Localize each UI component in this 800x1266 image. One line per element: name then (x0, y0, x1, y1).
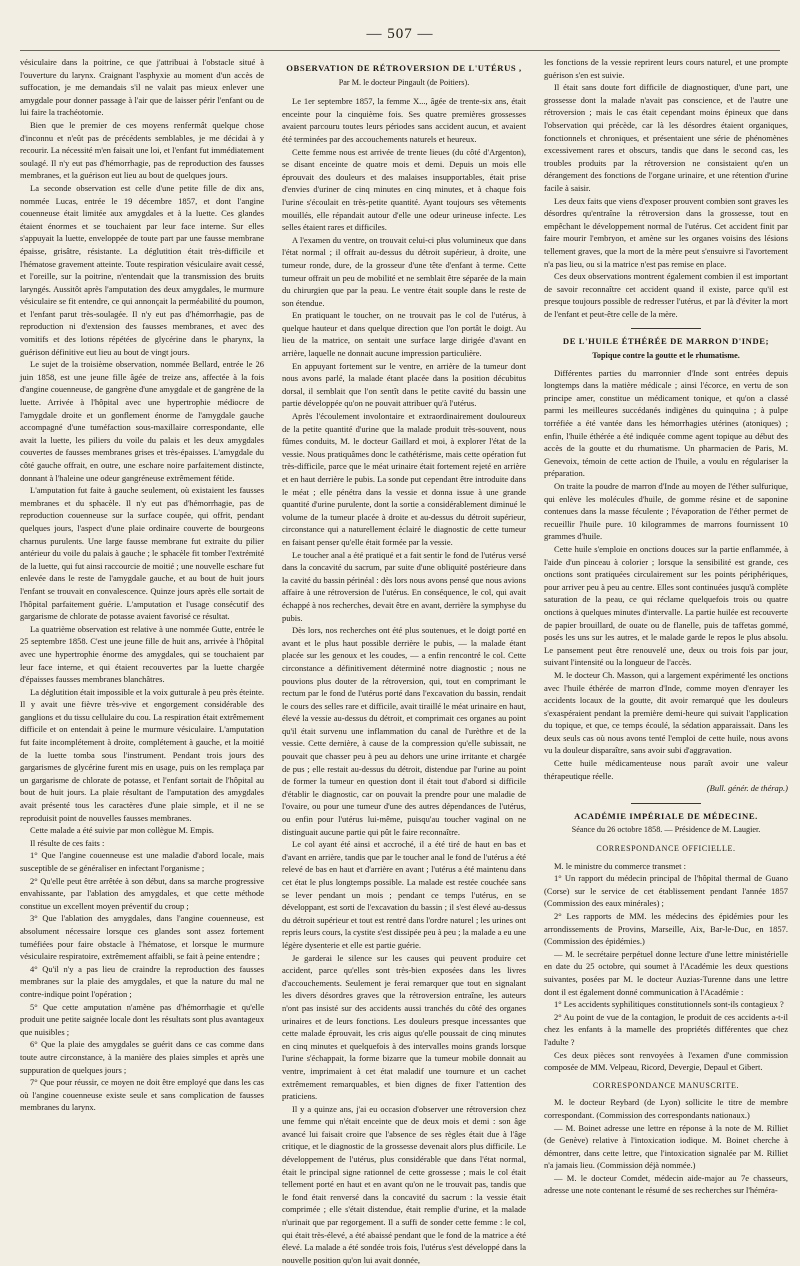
paragraph: La seconde observation est celle d'une petite fille de dix ans, nommée Lucas, entrée le 19 décembre 1857, et dont l'angine couenneuse était limitée aux amygdales et à la luette. Ces glandes étaient énormes et se touchaient par leur face interne. Sur elles s'appuyait la luette, enveloppée de toute part par une fausse membrane épaisse, grisâtre, résistante. La déglutition était très-difficile et l'hématose gravement atteinte. Toute respiration vésiculaire avait cessé, et l'oreille, sur la poitrine, n'entendait que la transmission des bruits laryngés. Aussitôt après l'amputation des deux amygdales, le murmure vésiculaire se fit entendre, ce qui annonçait la perméabilité du poumon, et l'enfant parut très-soulagée. Il n'y eut pas d'hémorrhagie, pas de reproduction ni d'extension des fausses membranes, et avec des vomitifs et des lotions répétées de glycérine dans le pharynx, la guérison définitive eut lieu au bout de vingt jours. (20, 182, 264, 357)
paragraph: Cette huile médicamenteuse nous paraît avoir une valeur thérapeutique réelle. (544, 758, 788, 781)
paragraph: La déglutition était impossible et la voix gutturale à peu près éteinte. Il y avait une fièvre très-vive et engorgement considérable des ganglions et du tissu cellulaire du cou. La respiration était extrêmement difficile et on entendait à peine le murmure vésiculaire. L'amputation fut faite incomplétement à droite, complétement à gauche, et la moitié de la luette tomba sous l'instrument. Pendant trois jours des gargarismes de glycérine furent mis en usage, puis on les remplaça par un gargarisme de chlorate de potasse, et l'enfant sortait de l'hôpital au bout de huit jours. La plaie résultant de l'amputation des amygdales avait présenté tous les caractères d'une plaie simple, et il ne se reproduisit point de nouvelles fausses membranes. (20, 686, 264, 823)
paragraph: Les deux faits que viens d'exposer prouvent combien sont graves les désordres qu'entraîne la rétroversion dans la grossesse, tout en empêchant le développement normal de l'utérus. Cet accident finit par faire mourir l'embryon, et amène sur les organes voisins des lésions tellement graves, que la mort de la mère peut s'ensuivre si l'avortement n'a pas lieu, ou si la matrice n'est pas remise en place. (544, 195, 788, 269)
paragraph: vésiculaire dans la poitrine, ce que j'attribuai à l'obstacle situé à l'ouverture du larynx. Craignant l'asphyxie au moment d'un accès de suffocation, je me demandais s'il ne valait pas mieux enlever une amygdale pour donner passage à l'air que de laisser périr l'enfant ou de lui faire la trachéotomie. (20, 57, 264, 118)
paragraph: Le col ayant été ainsi et accroché, il a été tiré de haut en bas et d'avant en arrière, tandis que par le toucher anal le fond de l'utérus a été relevé de bas en haut et d'arrière en avant ; l'utérus a été maintenu dans cet état le plus longtemps possible. La malade est restée couchée sans se lever pendant un mois ; pendant ce temps l'utérus, en se développant, est sorti de l'excavation du bassin ; il s'est élevé au-dessus du détroit supérieur et tout est rentré dans l'ordre naturel ; les urines ont repris leurs cours, la cystite s'est dissipée peu à peu ; la malade a eu une légère dysenterie et elle est partie guérie. (282, 839, 526, 950)
list-item: 1° Les accidents syphilitiques constitutionnels sont-ils contagieux ? (554, 999, 784, 1010)
article-title: DE L'HUILE ÉTHÉRÉE DE MARRON D'INDE; (562, 336, 770, 347)
article-title: OBSERVATION DE RÉTROVERSION DE L'UTÉRUS , (286, 63, 522, 73)
source-reference: (Bull. génér. de thérap.) (706, 783, 788, 794)
paragraph: — M. le docteur Comdet, médecin aide-major au 7e chasseurs, adresse une note contenant le résumé de ses recherches sur l'héméra- (544, 1172, 788, 1196)
session-line: Séance du 26 octobre 1858. — Présidence de M. Laugier. (571, 825, 761, 835)
paragraph: En appuyant fortement sur le ventre, en arrière de la tumeur dont nous avons parlé, la malade étant placée dans la position décubitus dorsal, il semblait que l'on sentît dans le petite cavité du bassin une partie développée qu'on ne pouvait attribuer qu'à l'utérus. (282, 360, 526, 409)
paragraph: M. le docteur Ch. Masson, qui a largement expérimenté les onctions avec l'huile éthérée de marron d'Inde, comme moyen d'enrayer les accidents locaux de la goutte, dit avoir remarqué que les douleurs s'exaspéraient pendant la première demi-heure qui suivait l'application du topique, et que, ce temps écoulé, la sédation apparaissait. Dans les deux seuls cas où nous avons tenté l'emploi de cette huile, nous avons vu la douleur disparaître, sans avoir subi d'aggravation. (544, 669, 788, 756)
paragraph: Le 1er septembre 1857, la femme X..., âgée de trente-six ans, était enceinte pour la cinquième fois. Ses quatre premières grossesses avaient parcouru toutes leurs périodes sans accident aucun, et avaient été terminées par des accouchements naturels et heureux. (282, 96, 526, 144)
list-item: 5° Que cette amputation n'amène pas d'hémorrhagie et qu'elle produit une petite saignée locale dont les résultats sont plus avantageux que nuisibles ; (20, 1001, 264, 1037)
paragraph: En pratiquant le toucher, on ne trouvait pas le col de l'utérus, à quelque hauteur et dans quelque direction que l'on portât le doigt. Au lieu de la matrice, on sentait une surface large dirigée d'avant en arrière, laquelle ne donnait aucune impression particulière. (282, 310, 526, 359)
list-item: 2° Au point de vue de la contagion, le produit de ces accidents a-t-il chez les enfants à la mamelle des propriétés différentes que chez l'adulte ? (544, 1011, 788, 1047)
paragraph: Ces deux observations montrent également combien il est important de savoir reconnaître cet accident quand il existe, parce qu'il est presque toujours possible de redresser l'utérus, et par là d'éviter la mort de l'enfant et peut-être celle de la mère. (544, 271, 788, 319)
paragraph: Cette huile s'emploie en onctions douces sur la partie enflammée, à l'aide d'un pinceau à colorier ; lorsque la sensibilité est grande, ces onctions sont pratiquées circulairement sur les points périphériques, pour arriver peu à peu au centre. Elles sont continuées jusqu'à complète saturation de la peau, ce qui réclame quelquefois trois ou quatre onctions à quelques minutes d'intervalle. La partie huilée est recouverte de papier brouillard, de ouate ou de flanelle, puis de taffetas gommé, posés les uns sur les autres, et le malade garde le repos le plus absolu. Le pansement peut être renouvelé une, deux ou trois fois par jour, suivant l'intensité ou la longueur de l'accès. (544, 543, 788, 668)
page-number: — 507 — (366, 26, 434, 42)
paragraph: Après l'écoulement involontaire et extraordinairement douloureux de la petite quantité d'urine que la malade produit très-souvent, nous fûmes conduits, M. le docteur Gaillard et moi, à explorer l'état de la vessie. Nous pratiquâmes donc le cathétérisme, mais cette opération fut très-difficile, parce que le méat urinaire était fortement rejeté en arrière et en haut derrière le pubis. La sonde put cependant être introduite dans le méat ; elle pénétra dans la vessie et donna issue à une grande quantité d'urine purulente, dont la sortie a considérablement diminué le volume de la tumeur placée à droite et au-dessus du détroit supérieur, circonstance qui a naturellement éclairé le diagnostic de cette tumeur en faisant penser qu'elle était formée par la vessie. (282, 411, 526, 547)
paragraph: Le sujet de la troisième observation, nommée Bellard, entrée le 26 juin 1858, est une jeune fille âgée de treize ans, affectée à la fois d'angine couenneuse, de gangrène d'une amygdale et de gangrène de la luette. Arrivée à l'hôpital avec une hypertrophie médiocre de l'amygdale droite et un gonflement énorme de l'amygdale gauche accompagné d'une tuméfaction sous-maxillaire correspondante, elle avait la luette, les piliers du voile du palais et les deux amygdales couvertes de fausses membranes grises et très-épaisses. L'amygdale du côté gauche offrait, en outre, une eschare noire parfaitement distincte, donnant à l'haleine une odeur gangréneuse extrêmement fétide. (20, 359, 264, 483)
column-2 (282, 56, 526, 1265)
paragraph: Cette femme nous est arrivée de trente lieues (du côté d'Argenton), se disant enceinte de quatre mois et demi. Depuis un mois elle éprouvait des douleurs et des malaises insupportables, était prise d'envies d'uriner de cinq minutes en cinq minutes, et à chaque fois l'urine s'écoulait en très-petite quantité. Ayant toujours ses vêtements mouillés, elle répandait autour d'elle une odeur urineuse infecte. Les selles étaient rares et difficiles. (282, 146, 526, 233)
list-item: 7° Que pour réussir, ce moyen ne doit être employé que dans les cas où l'angine couenneuse existe seule et sans complication de fausses membranes du larynx. (20, 1077, 264, 1113)
paragraph: Bien que le premier de ces moyens renfermât quelque chose d'inconnu et n'eût pas de précédents semblables, je me décidai à y recourir. La nécessité m'en faisait une loi, et l'enfant fut immédiatement soulagé. Il n'y eut pas d'hémorrhagie, pas de reproduction des fausses membranes, et la guérison eut lieu au bout de quelques jours. (20, 119, 264, 181)
paragraph: M. le ministre du commerce transmet : (554, 860, 686, 871)
paragraph: Il y a quinze ans, j'ai eu occasion d'observer une rétroversion chez une femme qui n'était enceinte que de deux mois et demi : son âge avancé lui faisait croire que l'absence de ses règles était due à l'âge critique, et le diagnostic de la grossesse devenait alors plus difficile. Le développement de l'utérus, plus considérable que dans l'état normal, était le principal signe rationnel de cette grossesse ; mais le col était tellement porté en haut et en avant qu'on ne le trouvait pas, tandis que le fond était renversé dans la concavité du sacrum : la vessie était comprimée ; elle s'était distendue, était remplie d'urine, et la malade n'urinait que par regorgement. Il a suffi de sonder cette femme : le col, qui était très-élevé, a été abaissé pendant que le fond de la matrice a été élevé. La malade a été sondée trois fois, l'utérus s'est développé dans la nouvelle position qu'on lui avait donnée, (282, 1103, 526, 1265)
list-item: 2° Les rapports de MM. les médecins des épidémies pour les arrondissements de Provins, Marseille, Aix, Bar-le-Duc, en 1857. (Commission des épidémies.) (544, 911, 788, 947)
paragraph: M. le docteur Reybard (de Lyon) sollicite le titre de membre correspondant. (Commission des correspondants nationaux.) (544, 1097, 788, 1120)
paragraph: L'amputation fut faite à gauche seulement, où existaient les fausses membranes et du sphacèle. Il n'y eut pas d'hémorrhagie, pas de reproduction couenneuse sur la surface coupée, qui offrit, pendant quelques jours, l'aspect d'une plaie ordinaire couverte de bourgeons charnus purulents. Une large fausse membrane fut extraite du pilier antérieur du voile du palais à gauche ; le sphacèle fit tomber l'extrémité de la luette, qui fut ainsi raccourcie de moitié ; une nouvelle eschare fut enlevée dans le reste de l'amygdale gauche, et au bout de huit jours l'enfant se trouvait en convalescence. Quinze jours après elle sortait de l'hôpital parfaitement guérie. L'amputation et l'usage consécutif des gargarisme de chlorate de potasse avaient favorisé ce résultat. (20, 485, 264, 622)
paragraph: — M. Boinet adresse une lettre en réponse à la note de M. Rilliet (de Genève) relative à l'intoxication iodique. M. Boinet cherche à démontrer, dans cette lettre, que l'intoxication signalée par M. Rilliet n'a jamais lieu. (Commission déjà nommée.) (544, 1122, 788, 1171)
article-byline: Par M. le docteur Pingault (de Poitiers). (338, 77, 470, 87)
paragraph: Je garderai le silence sur les causes qui peuvent produire cet accident, parce qu'elles sont très-bien exposées dans les livres d'accouchements. Seulement je ferai remarquer que tout en signalant les divers désordres graves que la rétroversion entraîne, les auteurs n'ont pas insisté sur des accidents aussi tranchés du côté des organes urinaires et de leurs fonctions. Les douleurs presque incessantes que cette malade éprouvait, les cris aigus qu'elle poussait de cinq minutes en cinq minutes et quelquefois à des intervalles moins grands lorsque l'urine s'échappait, la forme bizarre que la tumeur mobile donnait au ventre, imprimaient à cet état maladif une tournure et un cachet extrêmement remarquables, et bien dignes de fixer l'attention des praticiens. (282, 952, 526, 1102)
paragraph: A l'examen du ventre, on trouvait celui-ci plus volumineux que dans l'état normal ; il offrait au-dessus du détroit supérieur, à droite, une tumeur ronde, dure, de la grosseur d'une tête d'enfant à terme. Cette tumeur offrait un peu de mobilité et ne semblait être séparée de la main du chirurgien que par la peau. Le ventre était souple dans le reste de son étendue. (282, 234, 526, 308)
list-item: 6° Que la plaie des amygdales se guérit dans ce cas comme dans toute autre circonstance, à la manière des plaies simples et après une suppuration de quelques jours ; (20, 1039, 264, 1075)
paragraph: Cette malade a été suivie par mon collègue M. Empis. (30, 825, 214, 836)
paragraph: La quatrième observation est relative à une nommée Gutte, entrée le 25 septembre 1858. C'est une jeune fille de huit ans, arrivée à l'hôpital avec une hypertrophie énorme des amygdales, qui se touchaient par leur face interne, et qui étaient recouvertes par la luette chargée d'épaisses fausses membranes blanchâtres. (20, 623, 264, 685)
list-item: 1° Que l'angine couenneuse est une maladie d'abord locale, mais susceptible de se généraliser en infectant l'organisme ; (20, 850, 264, 873)
list-item: 3° Que l'ablation des amygdales, dans l'angine couenneuse, est absolument nécessaire lorsque ces glandes sont assez fortement tuméfiées pour faire obstacle à l'hématose, et lorsque le murmure vésiculaire respiratoire, extrêmement affaibli, se fait à peine entendre ; (20, 913, 264, 962)
list-item: 4° Qu'il n'y a pas lieu de craindre la reproduction des fausses membranes sur la plaie des amygdales, et que la nature du mal ne contre-indique point l'opération ; (20, 963, 264, 999)
subsection-heading: CORRESPONDANCE MANUSCRITE. (592, 1080, 740, 1090)
header-rule (20, 50, 780, 51)
paragraph: Il était sans doute fort difficile de diagnostiquer, d'une part, une grossesse dont la malade n'avait pas conscience, et de l'autre une rétroversion ; mais le cas était cependant moins épineux que dans l'observation qui précède, car là les désordres étaient organiques, fonctionnels et chroniques, et présentaient une série de phénomènes excessivement rares et obscurs, tandis que dans le second cas, les troubles produits par la rétroversion ne consistaient qu'en un dérangement des fonctions de l'organe urinaire, et une rétention d'urine facile à saisir. (544, 82, 788, 193)
paragraph: Ces deux pièces sont renvoyées à l'examen d'une commission composée de MM. Velpeau, Ricord, Devergie, Depaul et Gibert. (544, 1049, 788, 1073)
section-divider (631, 803, 701, 804)
paragraph: Il résulte de ces faits : (30, 837, 105, 848)
column-1 (20, 56, 264, 1160)
paragraph: On traite la poudre de marron d'Inde au moyen de l'éther sulfurique, qui enlève les molécules d'huile, de gomme résine et de saponine contenues dans la masse féculente ; l'évaporation de l'éther permet de recueillir l'huile pure. 10 kilogrammes de marrons fournissent 10 grammes d'huile. (544, 481, 788, 542)
section-divider (631, 328, 701, 329)
paragraph: Différentes parties du marronnier d'Inde sont entrées depuis longtemps dans la matière médicale ; ainsi l'écorce, en vertu de son principe amer, constitue un médicament tonique, et qu'on a classé parmi les meilleures succédanés indigènes du quinquina ; à pulpe torréfiée a été vantée dans les hémorrhagies utérines (atoniques) ; enfin, l'huile éthérée a été indiquée comme agent topique au début des accès de la goutte et du rhumatisme. Un pharmacien de Paris, M. Genevoix, témoin de cette action de l'huile, a voulu en régulariser la préparation. (544, 367, 788, 479)
page-number-value: 507 (387, 26, 413, 42)
list-item: 2° Qu'elle peut être arrêtée à son début, dans sa marche progressive envahissante, par l'ablation des amygdales, et que cette méthode constitue un excellent moyen préventif du croup ; (20, 875, 264, 911)
list-item: 1° Un rapport du médecin principal de l'hôpital thermal de Guano (Corse) sur le service de cet établissement pendant l'année 1857 (Commission des eaux minérales) ; (544, 873, 788, 909)
paragraph: Dès lors, nos recherches ont été plus soutenues, et le doigt porté en avant et le plus haut possible derrière le pubis, — la malade étant placée sur les genoux et les coudes, — a enfin rencontré le col. Cette circonstance a définitivement déterminé notre diagnostic ; nous ne pouvions plus douter de la rétroversion, qui, tout en comprimant le rectum par le fond de l'utérus porté dans l'excavation du bassin, rendait le cours des selles rare et difficile, avait tiraillé le méat urinaire en haut, élevé la vessie au-dessus du détroit, et comprimait ces organes au point qu'il était survenu une inflammation du canal de l'urèthre et de la vessie. Cette dernière, à cause de la compression qu'elle subissait, ne pouvait que chasser peu à peu au dehors une urine irritante et chargée de pus ; elle restait au-dessus du détroit, distendue par l'urine au point de former la tumeur en question dont il était tout d'abord si difficile d'établir le diagnostic, car on pouvait la prendre pour une maladie de l'ovaire, ou pour une tumeur d'une des autres dépendances de l'utérus, ou enfin pour l'utérus lui-même, puisqu'au toucher vaginal on ne distinguait aucune partie qui pût le faire reconnaître. (282, 625, 526, 837)
paragraph: les fonctions de la vessie reprirent leurs cours naturel, et une prompte guérison s'en est suivie. (544, 57, 788, 80)
column-3 (544, 56, 788, 1196)
subsection-heading: CORRESPONDANCE OFFICIELLE. (596, 844, 736, 854)
paragraph: — M. le secrétaire perpétuel donne lecture d'une lettre ministérielle en date du 25 octobre, qui soumet à l'Académie les deux questions suivantes, posées par M. le docteur Auzias-Turenne dans une lettre dont il est également donné communication à l'Académie : (544, 948, 788, 997)
article-title: ACADÉMIE IMPÉRIALE DE MÉDECINE. (574, 810, 758, 821)
paragraph: Le toucher anal a été pratiqué et a fait sentir le fond de l'utérus versé dans la concavité du sacrum, par suite d'une obliquité postérieure dans la cavité du bassin périnéal : dès lors nous avons pensé que nous avions affaire à une rétroversion de l'utérus. En conséquence, le col, qui avait échappé à nos recherches, devait être en avant, derrière la symphyse du pubis. (282, 549, 526, 623)
article-subtitle: Topique contre la goutte et le rhumatisme. (592, 351, 740, 361)
